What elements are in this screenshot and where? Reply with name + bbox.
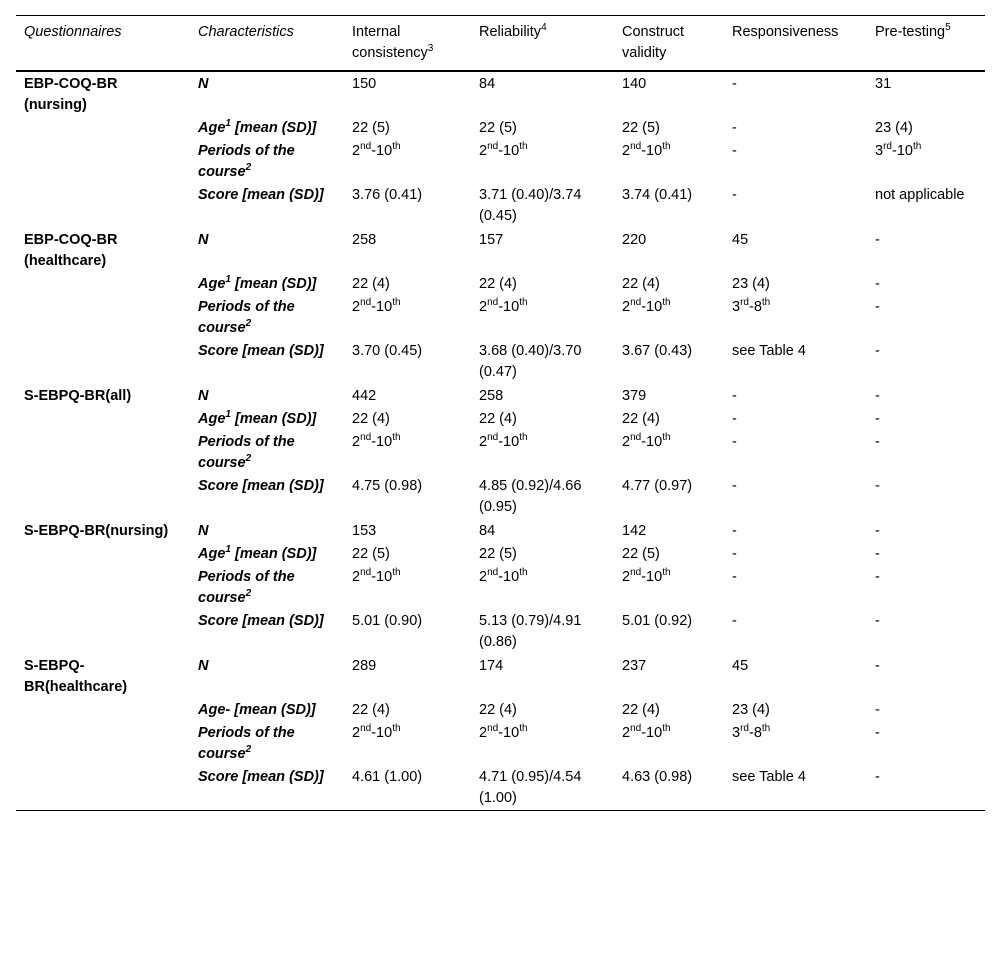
ordinal-number: 2 <box>479 299 488 315</box>
footnote-marker: 5 <box>945 22 951 34</box>
table-row <box>16 296 985 340</box>
table-cell <box>614 296 724 340</box>
ordinal-suffix: th <box>392 567 401 579</box>
questionnaire-name <box>16 475 190 519</box>
ordinal-suffix: nd <box>630 141 642 153</box>
table-cell: 22 (5) <box>479 546 517 562</box>
questionnaire-name <box>16 296 190 340</box>
table-row <box>16 408 985 431</box>
characteristic-label <box>190 184 344 228</box>
table-row <box>16 384 985 408</box>
table-row <box>16 543 985 566</box>
table-cell: 142 <box>622 523 647 539</box>
table-cell: 22 (5) <box>352 120 390 136</box>
header-questionnaires: Questionnaires <box>24 24 122 40</box>
questionnaire-name: S-EBPQ-BR(nursing) <box>24 523 169 539</box>
label-age: Age <box>198 411 226 427</box>
footnote-marker: 1 <box>225 118 231 130</box>
ordinal-suffix: nd <box>487 297 499 309</box>
header-characteristics: Characteristics <box>198 24 294 40</box>
table-cell: - <box>875 388 880 404</box>
table-cell: - <box>732 613 737 629</box>
range-dash: - <box>641 299 647 315</box>
footnote-marker: 2 <box>245 453 252 465</box>
ordinal-suffix: nd <box>487 723 499 735</box>
table-cell: 23 (4) <box>732 276 770 292</box>
footnote-marker: 2 <box>245 162 252 174</box>
footnote-marker: 2 <box>245 588 252 600</box>
label-score: Score [mean (SD)] <box>198 343 324 359</box>
table-row <box>16 566 985 610</box>
header-construct-validity: Construct validity <box>622 24 685 61</box>
ordinal-suffix: nd <box>487 567 499 579</box>
table-cell: - <box>732 523 737 539</box>
range-dash: - <box>641 725 647 741</box>
table-cell: 258 <box>479 388 504 404</box>
range-dash: - <box>641 569 647 585</box>
table-cell: - <box>732 143 737 159</box>
table-cell: 4.61 (1.00) <box>352 769 423 785</box>
ordinal-suffix: nd <box>630 432 642 444</box>
characteristic-label <box>190 475 344 519</box>
table-cell: 31 <box>875 76 892 92</box>
ordinal-number: 2 <box>479 725 488 741</box>
header-reliability-text: Reliability <box>479 24 542 40</box>
table-cell <box>471 140 614 184</box>
questionnaire-name <box>16 431 190 475</box>
table-cell: 3.70 (0.45) <box>352 343 423 359</box>
table-cell: 22 (4) <box>352 276 390 292</box>
label-score: Score [mean (SD)] <box>198 478 324 494</box>
label-periods: Periods of the course <box>198 299 295 336</box>
table-row <box>16 184 985 228</box>
footnote-marker: 2 <box>245 318 252 330</box>
table-cell: 22 (4) <box>479 702 517 718</box>
table-cell: - <box>875 434 880 450</box>
table-cell: 5.01 (0.90) <box>352 613 423 629</box>
questionnaire-name <box>16 610 190 654</box>
range-dash: - <box>371 143 377 159</box>
range-dash: - <box>371 299 377 315</box>
range-dash: - <box>498 299 504 315</box>
table-cell <box>614 722 724 766</box>
table-row <box>16 117 985 140</box>
ordinal-number: 2 <box>622 725 631 741</box>
ordinal-number: 10 <box>503 569 520 585</box>
label-periods: Periods of the course <box>198 143 295 180</box>
ordinal-suffix: th <box>662 567 671 579</box>
footnote-marker: 2 <box>245 744 252 756</box>
ordinal-number: 8 <box>753 725 762 741</box>
ordinal-suffix: rd <box>740 297 749 309</box>
ordinal-number: 2 <box>352 569 361 585</box>
table-cell: 442 <box>352 388 377 404</box>
ordinal-suffix: th <box>519 432 528 444</box>
ordinal-number: 10 <box>376 299 393 315</box>
ordinal-suffix: nd <box>360 567 372 579</box>
table-cell: - <box>875 343 880 359</box>
table-cell: 220 <box>622 232 647 248</box>
header-reliability <box>471 16 614 72</box>
ordinal-suffix: th <box>519 723 528 735</box>
table-cell: - <box>875 658 880 674</box>
table-cell: - <box>875 523 880 539</box>
table-cell: see Table 4 <box>732 343 806 359</box>
table-cell <box>471 722 614 766</box>
table-row <box>16 475 985 519</box>
ordinal-suffix: th <box>519 297 528 309</box>
label-age-suffix: [mean (SD)] <box>230 411 317 427</box>
ordinal-suffix: th <box>392 141 401 153</box>
label-n: N <box>198 658 209 674</box>
table-cell <box>724 722 867 766</box>
questionnaire-name: EBP-COQ-BR (nursing) <box>24 76 118 113</box>
table-row <box>16 610 985 654</box>
table-cell: 84 <box>479 76 496 92</box>
range-dash: - <box>498 434 504 450</box>
range-dash: - <box>498 143 504 159</box>
table-cell: 174 <box>479 658 504 674</box>
ordinal-number: 10 <box>376 725 393 741</box>
label-age: Age <box>198 276 226 292</box>
label-age: Age <box>198 120 226 136</box>
ordinal-number: 10 <box>503 299 520 315</box>
table-cell: 157 <box>479 232 504 248</box>
table-row <box>16 722 985 766</box>
range-dash: - <box>748 299 754 315</box>
ordinal-number: 10 <box>376 434 393 450</box>
questionnaire-name <box>16 117 190 140</box>
table-cell: 22 (5) <box>352 546 390 562</box>
table-cell <box>344 722 471 766</box>
header-row <box>16 16 985 72</box>
ordinal-number: 10 <box>503 143 520 159</box>
ordinal-number: 2 <box>622 569 631 585</box>
label-periods: Periods of the course <box>198 434 295 471</box>
table-cell: 379 <box>622 388 647 404</box>
label-age: Age- [mean (SD)] <box>198 702 316 718</box>
table-cell: 45 <box>732 658 749 674</box>
questionnaire-name <box>16 340 190 384</box>
characteristic-label <box>190 431 344 475</box>
table-cell: 4.77 (0.97) <box>622 478 693 494</box>
table-cell: - <box>732 388 737 404</box>
ordinal-number: 10 <box>646 143 663 159</box>
ordinal-suffix: nd <box>360 723 372 735</box>
footnote-marker: 4 <box>541 22 547 34</box>
table-cell <box>471 431 614 475</box>
table-cell: - <box>732 187 737 203</box>
table-cell: 258 <box>352 232 377 248</box>
ordinal-suffix: rd <box>883 141 892 153</box>
questionnaire-name <box>16 273 190 296</box>
table-cell: 22 (5) <box>479 120 517 136</box>
table-cell: 22 (4) <box>622 276 660 292</box>
questionnaire-name: S-EBPQ-BR(all) <box>24 388 132 404</box>
table-cell: 3.76 (0.41) <box>352 187 423 203</box>
ordinal-suffix: th <box>392 432 401 444</box>
characteristic-label <box>190 228 344 273</box>
ordinal-number: 8 <box>753 299 762 315</box>
ordinal-number: 2 <box>479 434 488 450</box>
label-n: N <box>198 76 209 92</box>
table-cell <box>471 566 614 610</box>
ordinal-number: 2 <box>622 299 631 315</box>
label-periods: Periods of the course <box>198 569 295 606</box>
table-cell: 4.71 (0.95)/4.54 (1.00) <box>479 769 582 806</box>
ordinal-suffix: th <box>392 297 401 309</box>
ordinal-number: 2 <box>622 143 631 159</box>
questionnaire-name <box>16 766 190 811</box>
table-row <box>16 228 985 273</box>
characteristic-label <box>190 140 344 184</box>
ordinal-number: 10 <box>646 434 663 450</box>
table-cell: 22 (4) <box>479 276 517 292</box>
footnote-marker: 1 <box>225 409 231 421</box>
range-dash: - <box>498 725 504 741</box>
characteristic-label <box>190 566 344 610</box>
table-body <box>16 71 985 811</box>
table-cell: 3.67 (0.43) <box>622 343 693 359</box>
table-cell: - <box>875 276 880 292</box>
label-age-suffix: [mean (SD)] <box>230 276 317 292</box>
label-n: N <box>198 388 209 404</box>
ordinal-suffix: th <box>662 432 671 444</box>
table-cell: - <box>732 434 737 450</box>
ordinal-number: 3 <box>875 143 884 159</box>
ordinal-suffix: nd <box>360 432 372 444</box>
table-cell: 22 (4) <box>622 702 660 718</box>
label-periods: Periods of the course <box>198 725 295 762</box>
ordinal-number: 2 <box>352 299 361 315</box>
table-cell: 22 (5) <box>622 120 660 136</box>
table-cell: 23 (4) <box>732 702 770 718</box>
table-cell: 3.71 (0.40)/3.74 (0.45) <box>479 187 582 224</box>
questionnaire-name <box>16 140 190 184</box>
label-age-suffix: [mean (SD)] <box>230 120 317 136</box>
table-cell <box>344 431 471 475</box>
ordinal-suffix: nd <box>360 141 372 153</box>
table-row <box>16 699 985 722</box>
range-dash: - <box>371 725 377 741</box>
table-cell <box>344 566 471 610</box>
ordinal-suffix: th <box>912 141 922 153</box>
table-cell: 5.13 (0.79)/4.91 (0.86) <box>479 613 582 650</box>
range-dash: - <box>641 143 647 159</box>
ordinal-suffix: nd <box>630 567 642 579</box>
characteristic-label <box>190 408 344 431</box>
table-cell: 84 <box>479 523 496 539</box>
ordinal-number: 10 <box>503 725 520 741</box>
table-cell: - <box>875 411 880 427</box>
ordinal-number: 10 <box>896 143 913 159</box>
ordinal-number: 10 <box>503 434 520 450</box>
table-cell: - <box>875 478 880 494</box>
table-cell <box>471 296 614 340</box>
table-cell: see Table 4 <box>732 769 806 785</box>
ordinal-number: 10 <box>376 569 393 585</box>
characteristic-label <box>190 519 344 543</box>
characteristic-label <box>190 766 344 811</box>
questionnaire-name <box>16 722 190 766</box>
table-row <box>16 71 985 117</box>
table-cell: 22 (4) <box>622 411 660 427</box>
footnote-marker: 1 <box>225 544 231 556</box>
header-internal-consistency <box>344 16 471 72</box>
characteristic-label <box>190 610 344 654</box>
ordinal-suffix: nd <box>487 432 499 444</box>
table-cell <box>344 140 471 184</box>
questionnaire-name <box>16 184 190 228</box>
characteristic-label <box>190 699 344 722</box>
table-cell: 150 <box>352 76 377 92</box>
ordinal-number: 3 <box>732 725 741 741</box>
footnote-marker: 1 <box>225 274 231 286</box>
characteristic-label <box>190 384 344 408</box>
table-cell <box>614 566 724 610</box>
table-cell: 22 (4) <box>479 411 517 427</box>
table-cell: - <box>875 725 880 741</box>
label-n: N <box>198 232 209 248</box>
range-dash: - <box>371 434 377 450</box>
table-cell: 4.63 (0.98) <box>622 769 693 785</box>
header-internal-consistency-text: Internal consistency <box>352 24 428 61</box>
table-cell <box>867 140 985 184</box>
characteristic-label <box>190 654 344 699</box>
table-row <box>16 519 985 543</box>
table-cell: 4.85 (0.92)/4.66 (0.95) <box>479 478 582 515</box>
ordinal-number: 10 <box>646 299 663 315</box>
table-row <box>16 273 985 296</box>
table-cell: - <box>875 299 880 315</box>
ordinal-suffix: th <box>519 567 528 579</box>
ordinal-suffix: nd <box>360 297 372 309</box>
range-dash: - <box>498 569 504 585</box>
table-cell: - <box>732 76 737 92</box>
table-cell <box>614 140 724 184</box>
ordinal-suffix: nd <box>630 723 642 735</box>
table-cell: - <box>875 569 880 585</box>
table-cell: - <box>732 569 737 585</box>
ordinal-suffix: th <box>761 297 771 309</box>
table-row <box>16 340 985 384</box>
characteristic-label <box>190 543 344 566</box>
characteristic-label <box>190 340 344 384</box>
table-row <box>16 766 985 811</box>
ordinal-suffix: nd <box>630 297 642 309</box>
ordinal-number: 2 <box>352 725 361 741</box>
questionnaire-name <box>16 699 190 722</box>
table-cell: 140 <box>622 76 647 92</box>
table-cell <box>724 296 867 340</box>
table-row <box>16 140 985 184</box>
range-dash: - <box>748 725 754 741</box>
ordinal-suffix: th <box>662 723 671 735</box>
table-cell: - <box>732 120 737 136</box>
footnote-marker: 3 <box>427 43 434 55</box>
ordinal-number: 10 <box>646 569 663 585</box>
table-cell: 5.01 (0.92) <box>622 613 693 629</box>
ordinal-suffix: nd <box>487 141 499 153</box>
ordinal-number: 2 <box>622 434 631 450</box>
characteristic-label <box>190 117 344 140</box>
table-cell: 3.74 (0.41) <box>622 187 693 203</box>
ordinal-number: 10 <box>376 143 393 159</box>
label-score: Score [mean (SD)] <box>198 613 324 629</box>
table-cell: - <box>732 546 737 562</box>
ordinal-suffix: th <box>662 297 671 309</box>
ordinal-suffix: th <box>662 141 671 153</box>
ordinal-suffix: th <box>761 723 771 735</box>
table-cell: - <box>875 613 880 629</box>
label-age: Age <box>198 546 226 562</box>
label-score: Score [mean (SD)] <box>198 769 324 785</box>
table-cell: 22 (4) <box>352 702 390 718</box>
table-cell <box>614 431 724 475</box>
ordinal-number: 2 <box>352 434 361 450</box>
label-n: N <box>198 523 209 539</box>
table-cell: 153 <box>352 523 377 539</box>
ordinal-suffix: th <box>392 723 401 735</box>
ordinal-number: 2 <box>479 569 488 585</box>
table-cell: 45 <box>732 232 749 248</box>
table-cell: 237 <box>622 658 647 674</box>
questionnaire-name <box>16 566 190 610</box>
table-cell: 22 (5) <box>622 546 660 562</box>
questionnaire-name: S-EBPQ-BR(healthcare) <box>24 658 128 695</box>
table-cell: - <box>732 411 737 427</box>
questionnaire-name: EBP-COQ-BR (healthcare) <box>24 232 118 269</box>
characteristic-label <box>190 722 344 766</box>
characteristic-label <box>190 296 344 340</box>
table-cell: 3.68 (0.40)/3.70 (0.47) <box>479 343 582 380</box>
label-score: Score [mean (SD)] <box>198 187 324 203</box>
characteristics-table <box>16 15 985 811</box>
ordinal-number: 2 <box>479 143 488 159</box>
table-cell: - <box>875 702 880 718</box>
table-cell <box>344 296 471 340</box>
table-cell: 289 <box>352 658 377 674</box>
table-cell: - <box>875 546 880 562</box>
questionnaire-name <box>16 408 190 431</box>
characteristic-label <box>190 71 344 117</box>
table-row <box>16 431 985 475</box>
header-responsiveness: Responsiveness <box>732 24 839 40</box>
table-cell: - <box>732 478 737 494</box>
range-dash: - <box>371 569 377 585</box>
range-dash: - <box>641 434 647 450</box>
ordinal-suffix: rd <box>740 723 749 735</box>
ordinal-suffix: th <box>519 141 528 153</box>
label-age-suffix: [mean (SD)] <box>230 546 317 562</box>
table-cell: not applicable <box>875 187 965 203</box>
header-pretesting <box>867 16 985 72</box>
table-cell: - <box>875 232 880 248</box>
table-row <box>16 654 985 699</box>
ordinal-number: 3 <box>732 299 741 315</box>
characteristic-label <box>190 273 344 296</box>
range-dash: - <box>891 143 897 159</box>
table-cell: 4.75 (0.98) <box>352 478 423 494</box>
questionnaire-name <box>16 543 190 566</box>
table-cell: 23 (4) <box>875 120 913 136</box>
table-cell: - <box>875 769 880 785</box>
ordinal-number: 2 <box>352 143 361 159</box>
header-pretesting-text: Pre-testing <box>875 24 946 40</box>
table-cell: 22 (4) <box>352 411 390 427</box>
ordinal-number: 10 <box>646 725 663 741</box>
